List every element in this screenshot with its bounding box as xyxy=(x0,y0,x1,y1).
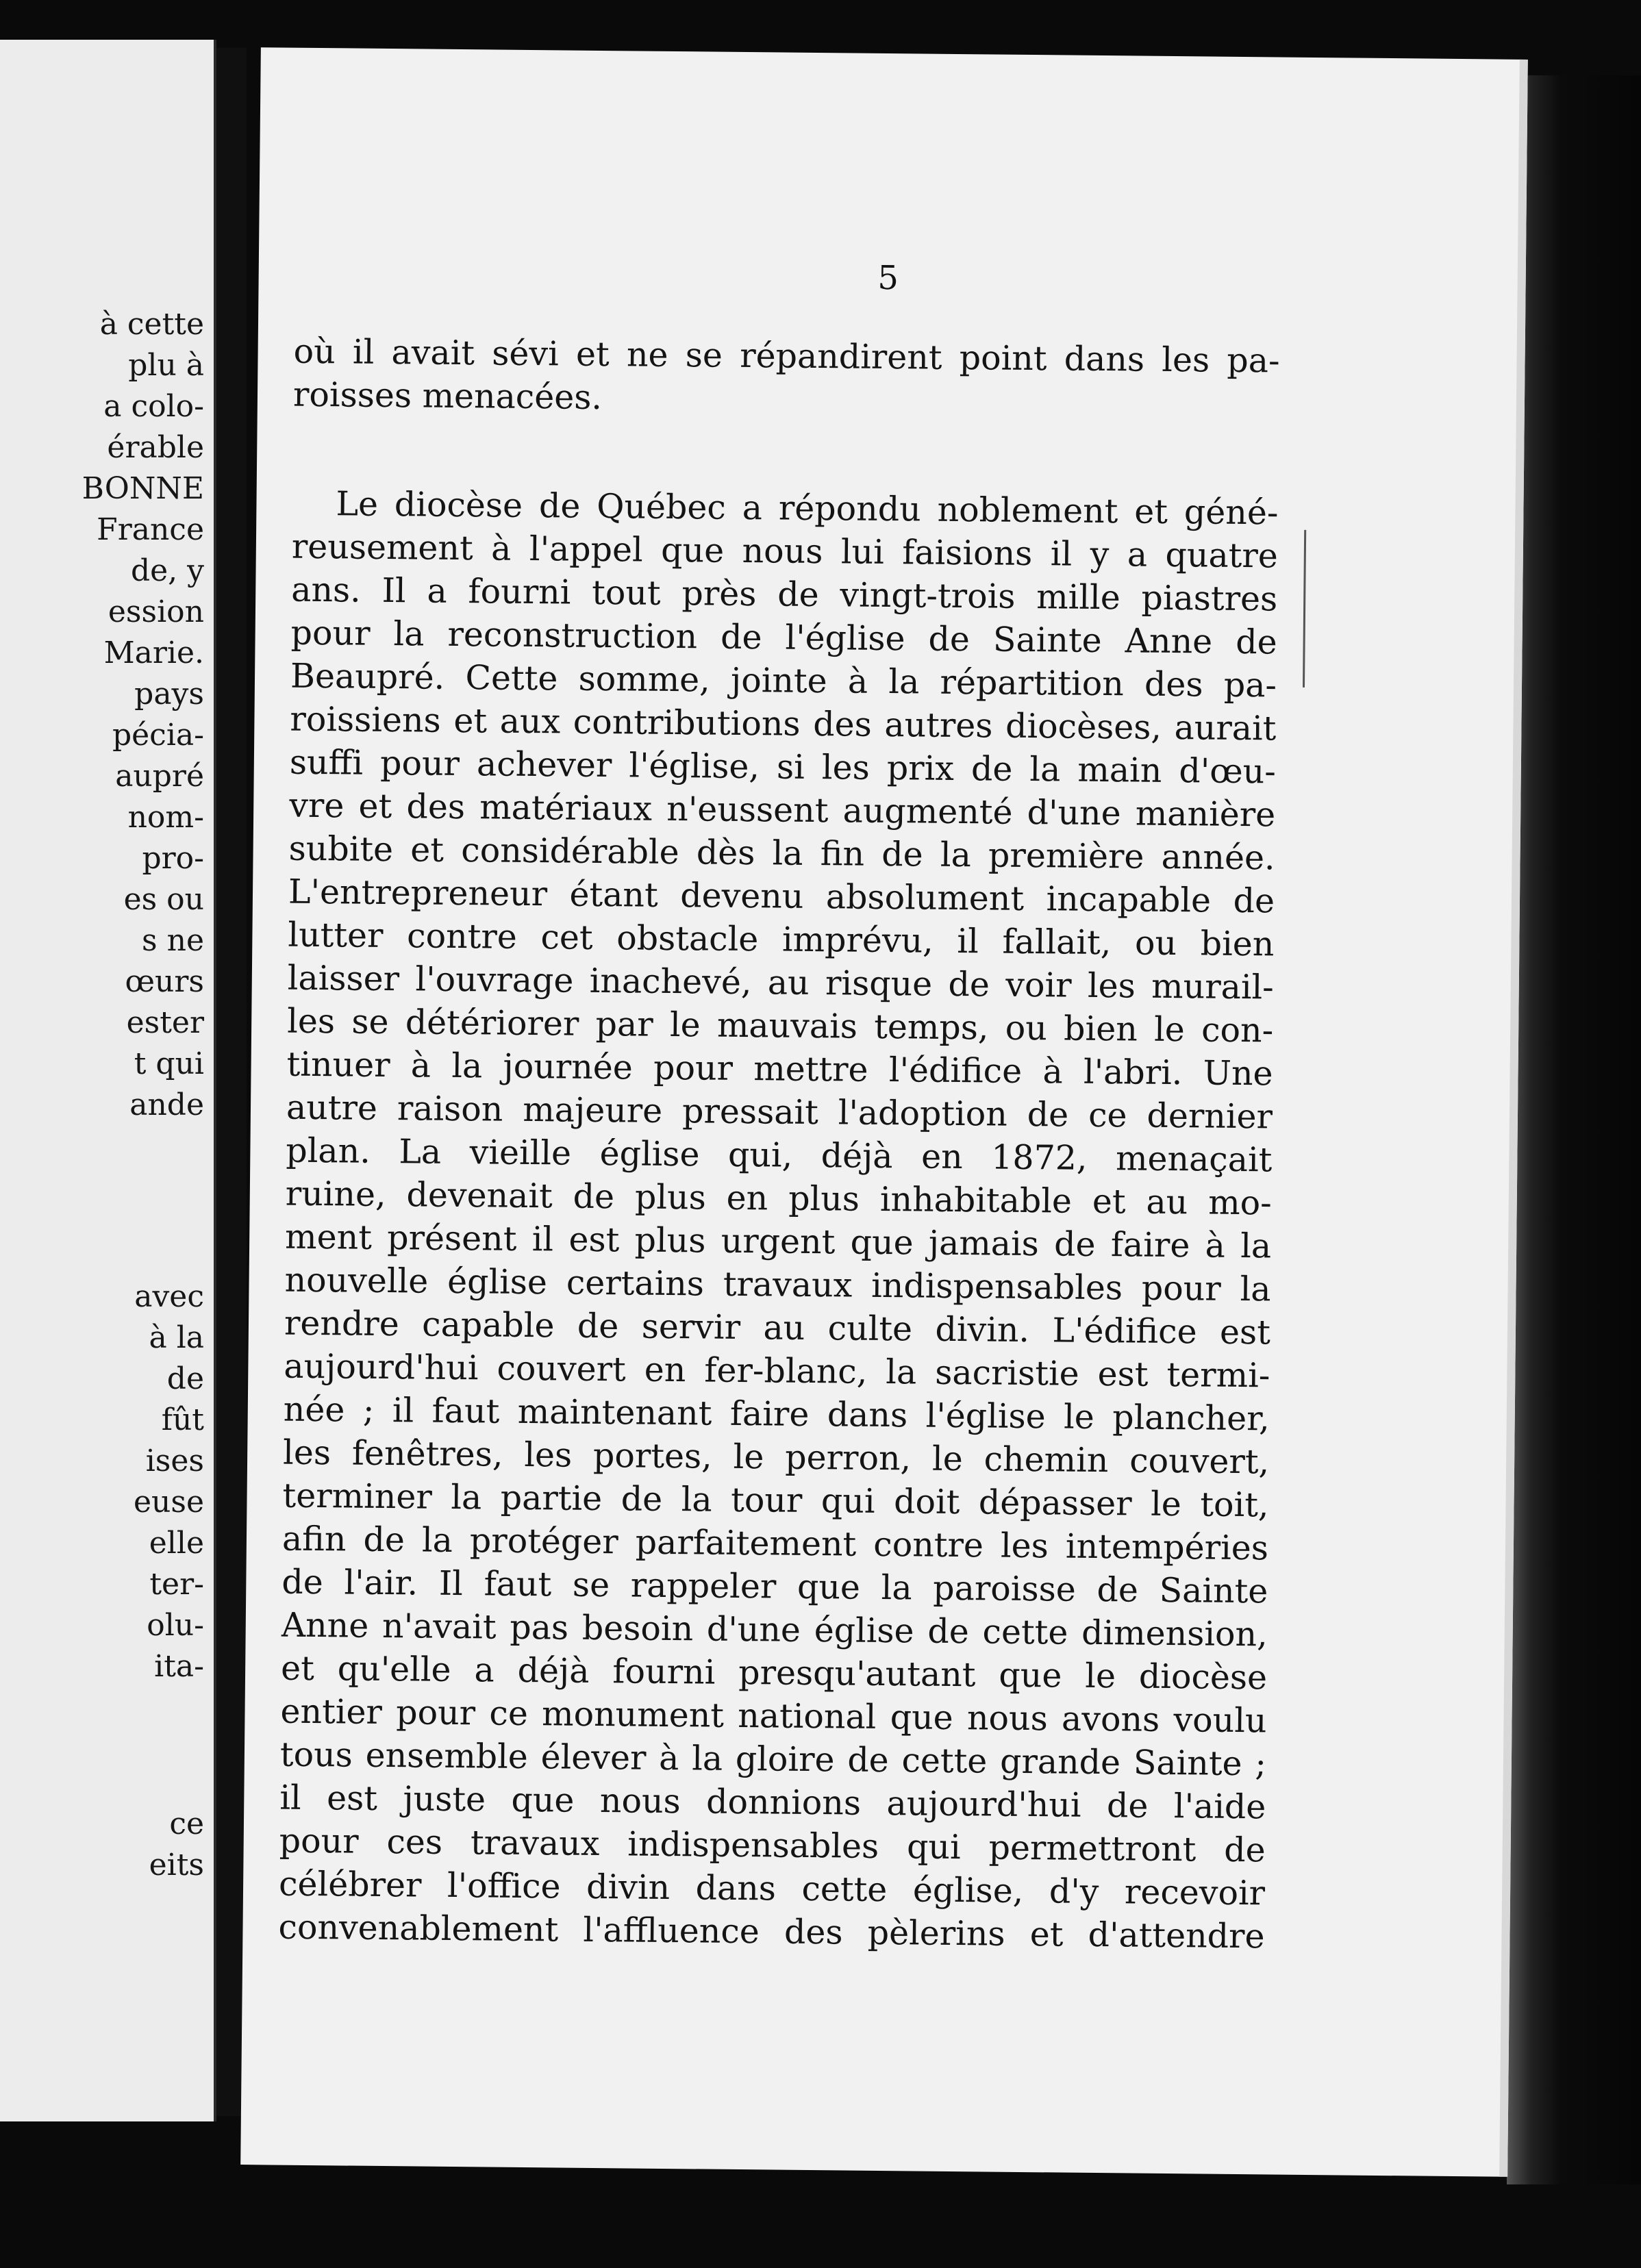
facing-line: nom- xyxy=(127,800,204,835)
text-line: laisser l'ouvrage inachevé, au risque de voir les murail- xyxy=(287,958,1275,1007)
paragraph-gap xyxy=(292,416,1279,492)
text-line: où il avait sévi et ne se répandirent point dans les pa- xyxy=(293,331,1280,381)
facing-line: ce xyxy=(169,1806,204,1841)
facing-line: de, y xyxy=(130,553,204,588)
text-line: les fenêtres, les portes, le perron, le chemin couvert, xyxy=(282,1433,1270,1482)
text-line: de l'air. Il faut se rappeler que la paroisse de Sainte xyxy=(281,1562,1268,1611)
facing-line: œurs xyxy=(125,964,204,999)
facing-page xyxy=(0,40,216,2121)
text-line: convenablement l'affluence des pèlerins et d'attendre xyxy=(278,1907,1265,1956)
facing-line: es ou xyxy=(123,882,204,917)
text-line: aujourd'hui couvert en fer-blanc, la sacristie est termi- xyxy=(284,1346,1270,1396)
text-line: autre raison majeure pressait l'adoption de ce dernier xyxy=(286,1087,1273,1137)
text-line: entier pour ce monument national que nous avons voulu xyxy=(280,1691,1267,1741)
facing-line: pays xyxy=(134,677,204,711)
page-edge-shadow xyxy=(1507,75,1641,2184)
facing-line: avec xyxy=(134,1279,204,1314)
facing-line: ester xyxy=(126,1005,204,1040)
text-line: plan. La vieille église qui, déjà en 1872, menaçait xyxy=(286,1131,1273,1180)
text-line: pour ces travaux indispensables qui permettront de xyxy=(279,1821,1266,1870)
facing-line: France xyxy=(97,512,204,547)
facing-line: s ne xyxy=(142,923,204,958)
text-line: ans. Il a fourni tout près de vingt-trois mille piastres xyxy=(291,570,1278,619)
text-line: tous ensemble élever à la gloire de cette grande Sainte ; xyxy=(279,1735,1267,1784)
main-page xyxy=(240,47,1528,2177)
text-line: lutter contre cet obstacle imprévu, il fallait, ou bien xyxy=(288,915,1275,964)
text-line: et qu'elle a déjà fourni presqu'autant que le diocèse xyxy=(280,1648,1268,1698)
text-line: afin de la protéger parfaitement contre les intempéries xyxy=(281,1519,1269,1568)
text-line: née ; il faut maintenant faire dans l'église le plancher, xyxy=(283,1389,1270,1439)
text-line: ment présent il est plus urgent que jamais de faire à la xyxy=(284,1217,1272,1266)
text-line: Anne n'avait pas besoin d'une église de cette dimension, xyxy=(281,1605,1268,1654)
text-line: suffi pour achever l'église, si les prix de la main d'œu- xyxy=(289,742,1277,792)
text-line: roisses menacées. xyxy=(292,375,603,417)
facing-line: olu- xyxy=(147,1608,204,1643)
text-line: terminer la partie de la tour qui doit dépasser le toit, xyxy=(282,1476,1269,1525)
text-line: il est juste que nous donnions aujourd'hui de l'aide xyxy=(279,1778,1266,1827)
facing-line: elle xyxy=(149,1526,204,1561)
facing-line: ises xyxy=(145,1444,204,1478)
text-line: rendre capable de servir au culte divin. L'édifice est xyxy=(284,1303,1271,1352)
text-line: roissiens et aux contributions des autres diocèses, aurait xyxy=(290,699,1277,748)
text-line: célébrer l'office divin dans cette église, d'y recevoir xyxy=(278,1864,1266,1913)
body-text xyxy=(278,330,1280,1958)
text-line: Le diocèse de Québec a répondu noblement et géné- xyxy=(336,484,1279,533)
text-line: reusement à l'appel que nous lui faisions il y a quatre xyxy=(291,527,1279,576)
text-line: Beaupré. Cette somme, jointe à la répartition des pa- xyxy=(290,656,1277,705)
text-line: pour la reconstruction de l'église de Sainte Anne de xyxy=(290,613,1277,662)
text-line: ruine, devenait de plus en plus inhabitable et au mo- xyxy=(285,1174,1273,1223)
facing-line: aupré xyxy=(115,759,204,794)
facing-line: érable xyxy=(107,430,204,465)
book-gutter xyxy=(216,48,247,2116)
text-line: tinuer à la journée pour mettre l'édifice à l'abri. Une xyxy=(286,1044,1273,1094)
facing-line: ession xyxy=(108,594,204,629)
facing-line: fût xyxy=(161,1402,204,1437)
facing-line: pécia- xyxy=(112,718,204,753)
facing-line: à cette xyxy=(99,307,204,342)
facing-line: Marie. xyxy=(103,635,204,670)
facing-line: de xyxy=(166,1361,204,1396)
facing-line: euse xyxy=(134,1485,204,1520)
text-line: subite et considérable dès la fin de la première année. xyxy=(288,829,1275,878)
facing-line: t qui xyxy=(134,1046,204,1081)
facing-line: pro- xyxy=(142,841,204,876)
facing-line: plu à xyxy=(128,348,204,383)
facing-line: BONNE xyxy=(82,471,204,506)
facing-line: eits xyxy=(149,1848,204,1882)
facing-line: ande xyxy=(129,1087,204,1122)
facing-line: à la xyxy=(149,1320,204,1355)
text-line: L'entrepreneur étant devenu absolument incapable de xyxy=(288,872,1275,921)
text-line: nouvelle église certains travaux indispensables pour la xyxy=(284,1260,1271,1309)
page-number: 5 xyxy=(877,258,899,298)
margin-pencil-mark xyxy=(1303,530,1310,688)
facing-line: ita- xyxy=(154,1649,204,1684)
text-line: les se détériorer par le mauvais temps, ou bien le con- xyxy=(286,1001,1274,1050)
text-line: vre et des matériaux n'eussent augmenté d'une manière xyxy=(288,785,1276,835)
facing-line: ter- xyxy=(149,1567,204,1602)
facing-line: a colo- xyxy=(103,389,204,424)
